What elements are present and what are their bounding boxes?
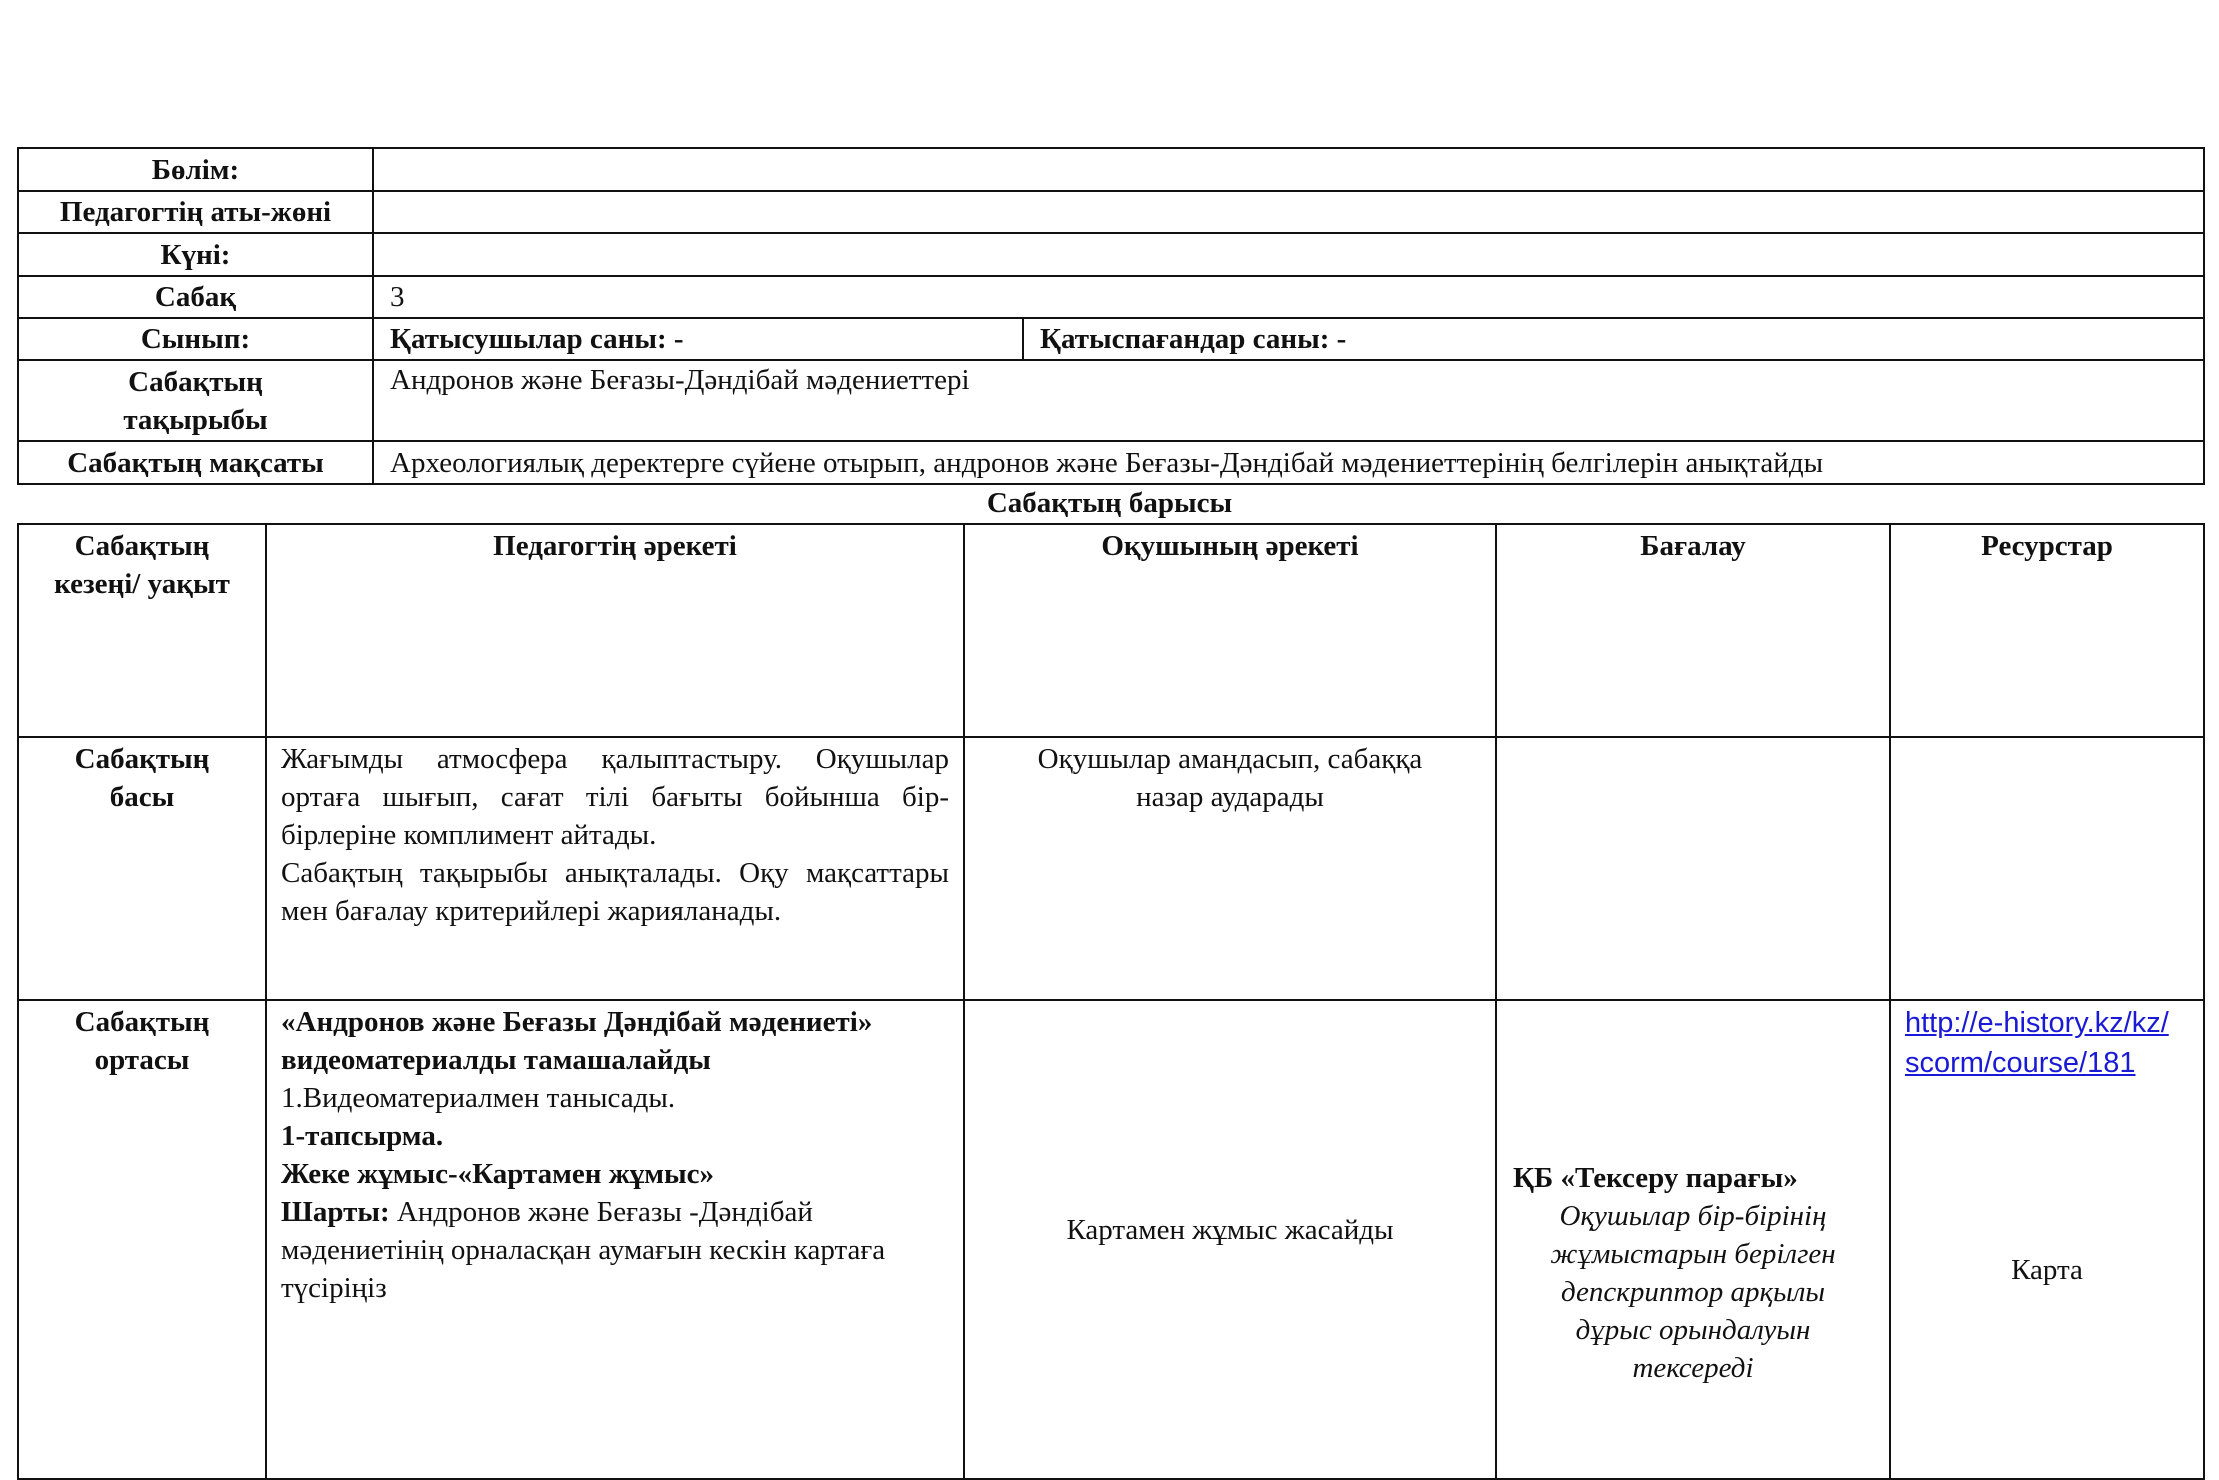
header-stage-text: Сабақтың кезеңі/ уақыт	[54, 530, 230, 600]
condition-text: Андронов және Беғазы -Дәндібай мәдениетінің орналасқан аумағын кескін картаға түсіріңіз	[281, 1196, 886, 1304]
date-label: Күні:	[18, 233, 373, 276]
teacher-action-start	[266, 737, 964, 1000]
section-label: Бөлім:	[18, 148, 373, 191]
video-title: «Андронов және Беғазы Дәндібай мәдениеті» видеоматериалды тамашалайды	[281, 1006, 873, 1076]
assessment-title: ҚБ «Тексеру парағы»	[1513, 1162, 1798, 1194]
student-action-start	[964, 737, 1496, 1000]
teacher-action-middle	[266, 1000, 964, 1479]
stage-start-text: Сабақтың басы	[74, 743, 210, 813]
teacher-action-start-p1: Жағымды атмосфера қалыптастыру. Оқушылар ортаға шығып, сағат тілі бағыты бойынша бір-бірлеріне комплимент айтады.	[281, 743, 949, 851]
info-row-goal	[18, 441, 2204, 484]
section-value	[373, 148, 2204, 191]
stage-start	[18, 737, 266, 1000]
stage-middle	[18, 1000, 266, 1479]
student-action-middle: Картамен жұмыс жасайды	[964, 1000, 1496, 1479]
class-label: Сынып:	[18, 318, 373, 360]
info-row-section	[18, 148, 2204, 191]
resources-start	[1890, 737, 2204, 1000]
map-resource: Карта	[2011, 1254, 2083, 1286]
lesson-progress-table	[17, 523, 2205, 1480]
info-row-lesson	[18, 276, 2204, 318]
task-condition	[281, 1193, 949, 1307]
header-stage	[18, 524, 266, 737]
header-resources: Ресурстар	[1890, 524, 2204, 737]
task-title: 1-тапсырма.	[281, 1120, 444, 1152]
header-teacher: Педагогтің әрекеті	[266, 524, 964, 737]
progress-row-middle	[18, 1000, 2204, 1479]
student-action-start-text: Оқушылар амандасып, сабаққа назар аударады	[1037, 743, 1423, 813]
assessment-middle	[1496, 1000, 1890, 1479]
header-student: Оқушының әрекеті	[964, 524, 1496, 737]
resources-middle	[1890, 1000, 2204, 1479]
info-row-date	[18, 233, 2204, 276]
teacher-name-label: Педагогтің аты-жөні	[18, 191, 373, 233]
goal-value: Археологиялық деректерге сүйене отырып, андронов және Беғазы-Дәндібай мәдениеттерінің белгілерін анықтайды	[373, 441, 2204, 484]
stage-middle-text: Сабақтың ортасы	[74, 1006, 210, 1076]
goal-label: Сабақтың мақсаты	[18, 441, 373, 484]
condition-label: Шарты:	[281, 1196, 390, 1228]
header-assessment: Бағалау	[1496, 524, 1890, 737]
progress-row-start	[18, 737, 2204, 1000]
teacher-action-start-p2: Сабақтың тақырыбы анықталады. Оқу мақсаттары мен бағалау критерийлері жарияланады.	[281, 857, 949, 927]
step-1: 1.Видеоматериалмен танысады.	[281, 1082, 676, 1114]
info-row-teacher	[18, 191, 2204, 233]
info-row-topic	[18, 360, 2204, 441]
lesson-value: 3	[373, 276, 2204, 318]
assessment-spacer	[1511, 1003, 1875, 1159]
topic-value: Андронов және Беғазы-Дәндібай мәдениеттері	[373, 360, 2204, 441]
progress-header-row	[18, 524, 2204, 737]
task-type: Жеке жұмыс-«Картамен жұмыс»	[281, 1158, 715, 1190]
topic-label	[18, 360, 373, 441]
absent-count: Қатыспағандар саны: -	[1023, 318, 2204, 360]
progress-title: Сабақтың барысы	[986, 487, 1233, 519]
assessment-start	[1496, 737, 1890, 1000]
lesson-info-table	[17, 147, 2205, 485]
assessment-text: Оқушылар бір-бірінің жұмыстарын берілген депскриптор арқылы дұрыс орындалуын тексереді	[1550, 1200, 1836, 1384]
present-count: Қатысушылар саны: -	[373, 318, 1023, 360]
lesson-label: Сабақ	[18, 276, 373, 318]
info-row-class	[18, 318, 2204, 360]
e-history-link[interactable]: http://e-history.kz/kz/scorm/course/181	[1905, 1007, 2169, 1079]
date-value	[373, 233, 2204, 276]
topic-label-text: Сабақтың тақырыбы	[123, 365, 268, 436]
teacher-name-value	[373, 191, 2204, 233]
